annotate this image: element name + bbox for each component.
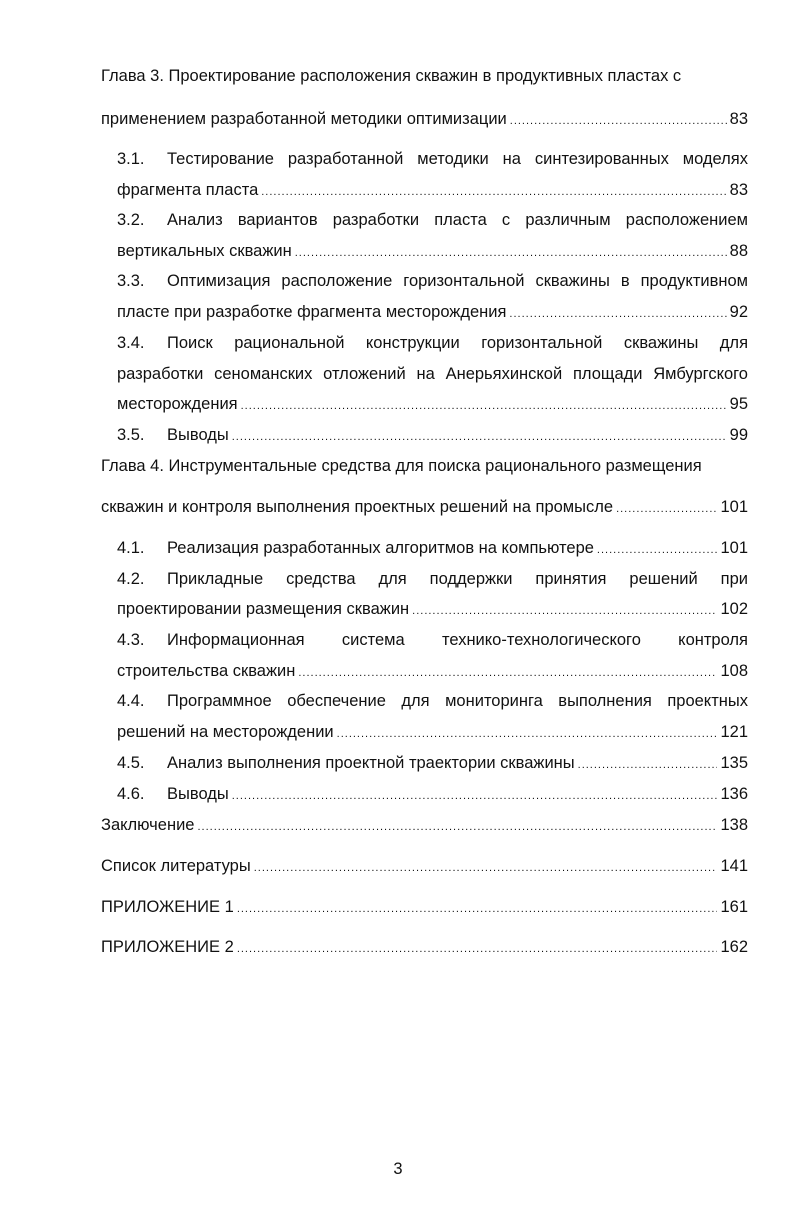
toc-text: Программное обеспечение для мониторинга выполнения проектных bbox=[167, 692, 748, 710]
toc-text bbox=[117, 422, 229, 448]
dot-leader bbox=[337, 721, 718, 747]
toc-appendix-2-entry bbox=[101, 934, 748, 960]
toc-text: пласте при разработке фрагмента месторождения bbox=[117, 303, 507, 321]
toc-text: Заключение bbox=[101, 816, 195, 834]
toc-text: Анализ вариантов разработки пласта с различным расположением bbox=[167, 211, 748, 229]
toc-text: месторождения bbox=[117, 395, 238, 413]
toc-appendix-1-entry bbox=[101, 894, 748, 920]
page-number: 3 bbox=[393, 1160, 403, 1178]
dot-leader bbox=[237, 896, 718, 922]
toc-conclusion-entry bbox=[101, 812, 748, 838]
toc-title: Выводы bbox=[167, 785, 229, 803]
toc-page-number: 138 bbox=[720, 816, 748, 834]
dot-leader bbox=[232, 783, 718, 809]
toc-text: Прикладные средства для поддержки принятия решений при bbox=[167, 570, 748, 588]
toc-section-number: 4.6. bbox=[117, 785, 145, 803]
toc-page-number: 92 bbox=[729, 303, 748, 321]
dot-leader bbox=[254, 855, 718, 881]
toc-section-4-2-title bbox=[117, 566, 748, 592]
dot-leader bbox=[295, 240, 727, 266]
toc-section-3-4-entry bbox=[117, 391, 748, 417]
toc-title: Выводы bbox=[167, 426, 229, 444]
toc-section-4-5-entry bbox=[117, 750, 748, 776]
toc-text bbox=[117, 750, 575, 776]
toc-page-number: 161 bbox=[720, 898, 748, 916]
toc-text: Оптимизация расположение горизонтальной скважины в продуктивном bbox=[167, 272, 748, 290]
dot-leader bbox=[412, 598, 717, 624]
toc-section-number: 4.3. bbox=[117, 631, 145, 649]
toc-title: Анализ выполнения проектной траектории скважины bbox=[167, 754, 575, 772]
toc-section-4-4-title bbox=[117, 688, 748, 714]
toc-page-number: 99 bbox=[729, 426, 748, 444]
toc-text: вертикальных скважин bbox=[117, 242, 292, 260]
toc-text: Список литературы bbox=[101, 857, 251, 875]
toc-section-3-4-line2 bbox=[117, 361, 748, 387]
toc-page-number: 162 bbox=[720, 938, 748, 956]
toc-section-3-4-title bbox=[117, 330, 748, 356]
toc-section-4-6-entry bbox=[117, 781, 748, 807]
toc-section-4-2-entry bbox=[117, 596, 748, 622]
toc-section-number: 3.5. bbox=[117, 426, 145, 444]
dot-leader bbox=[578, 752, 718, 778]
dot-leader bbox=[197, 814, 717, 840]
toc-text: скважин и контроля выполнения проектных решений на промысле bbox=[101, 498, 614, 516]
toc-text: ПРИЛОЖЕНИЕ 2 bbox=[101, 938, 234, 956]
toc-references-entry bbox=[101, 853, 748, 879]
toc-chapter-3-entry bbox=[101, 106, 748, 132]
toc-page-number: 135 bbox=[720, 754, 748, 772]
toc-section-4-3-entry bbox=[117, 658, 748, 684]
toc-text: Поиск рациональной конструкции горизонтальной скважины для bbox=[167, 334, 748, 352]
dot-leader bbox=[261, 179, 726, 205]
toc-section-3-1-title bbox=[117, 146, 748, 172]
toc-text: разработки сеноманских отложений на Анерьяхинской площади Ямбургского bbox=[117, 365, 748, 383]
toc-text: проектировании размещения скважин bbox=[117, 600, 410, 618]
toc-text: Тестирование разработанной методики на синтезированных моделях bbox=[167, 150, 748, 168]
toc-section-3-2-entry bbox=[117, 238, 748, 264]
toc-text: применением разработанной методики оптимизации bbox=[101, 110, 507, 128]
toc-page-number: 88 bbox=[729, 242, 748, 260]
dot-leader bbox=[298, 660, 717, 686]
toc-page-number: 121 bbox=[720, 723, 748, 741]
toc-section-3-3-title bbox=[117, 268, 748, 294]
toc-page-number: 101 bbox=[720, 539, 748, 557]
toc-title: Реализация разработанных алгоритмов на компьютере bbox=[167, 539, 594, 557]
toc-text: строительства скважин bbox=[117, 662, 296, 680]
toc-page-number: 102 bbox=[720, 600, 748, 618]
dot-leader bbox=[232, 424, 727, 450]
toc-page-number: 108 bbox=[720, 662, 748, 680]
toc-chapter-4-entry bbox=[101, 494, 748, 520]
dot-leader bbox=[510, 108, 727, 134]
dot-leader bbox=[597, 537, 718, 563]
toc-chapter-3-title bbox=[101, 63, 748, 89]
toc-page-number: 141 bbox=[720, 857, 748, 875]
toc-page-number: 101 bbox=[720, 498, 748, 516]
dot-leader bbox=[509, 301, 726, 327]
toc-text bbox=[117, 535, 594, 561]
dot-leader bbox=[237, 936, 718, 962]
toc-section-4-1-entry bbox=[117, 535, 748, 561]
toc-text: фрагмента пласта bbox=[117, 181, 259, 199]
toc-section-number: 4.1. bbox=[117, 539, 145, 557]
toc-section-4-4-entry bbox=[117, 719, 748, 745]
dot-leader bbox=[616, 496, 717, 522]
toc-section-3-3-entry bbox=[117, 299, 748, 325]
toc-page-number: 83 bbox=[729, 110, 748, 128]
toc-section-number: 4.4. bbox=[117, 692, 145, 710]
toc-text: Глава 4. Инструментальные средства для поиска рационального размещения bbox=[101, 457, 702, 475]
toc-section-number: 3.4. bbox=[117, 334, 145, 352]
toc-text bbox=[117, 781, 229, 807]
toc-text: Информационная система технико-технологического контроля bbox=[167, 631, 748, 649]
toc-section-number: 3.1. bbox=[117, 150, 145, 168]
toc-page-number: 136 bbox=[720, 785, 748, 803]
toc-section-3-2-title bbox=[117, 207, 748, 233]
dot-leader bbox=[241, 393, 727, 419]
toc-page-number: 83 bbox=[729, 181, 748, 199]
toc-section-number: 4.2. bbox=[117, 570, 145, 588]
toc-section-4-3-title bbox=[117, 627, 748, 653]
toc-section-number: 4.5. bbox=[117, 754, 145, 772]
toc-chapter-4-title bbox=[101, 453, 748, 479]
toc-section-3-1-entry bbox=[117, 177, 748, 203]
toc-text: ПРИЛОЖЕНИЕ 1 bbox=[101, 898, 234, 916]
toc-text: решений на месторождении bbox=[117, 723, 334, 741]
toc-section-3-5-entry bbox=[117, 422, 748, 448]
toc-text: Глава 3. Проектирование расположения скважин в продуктивных пластах с bbox=[101, 67, 682, 85]
toc-section-number: 3.3. bbox=[117, 272, 145, 290]
toc-page-number: 95 bbox=[729, 395, 748, 413]
toc-section-number: 3.2. bbox=[117, 211, 145, 229]
